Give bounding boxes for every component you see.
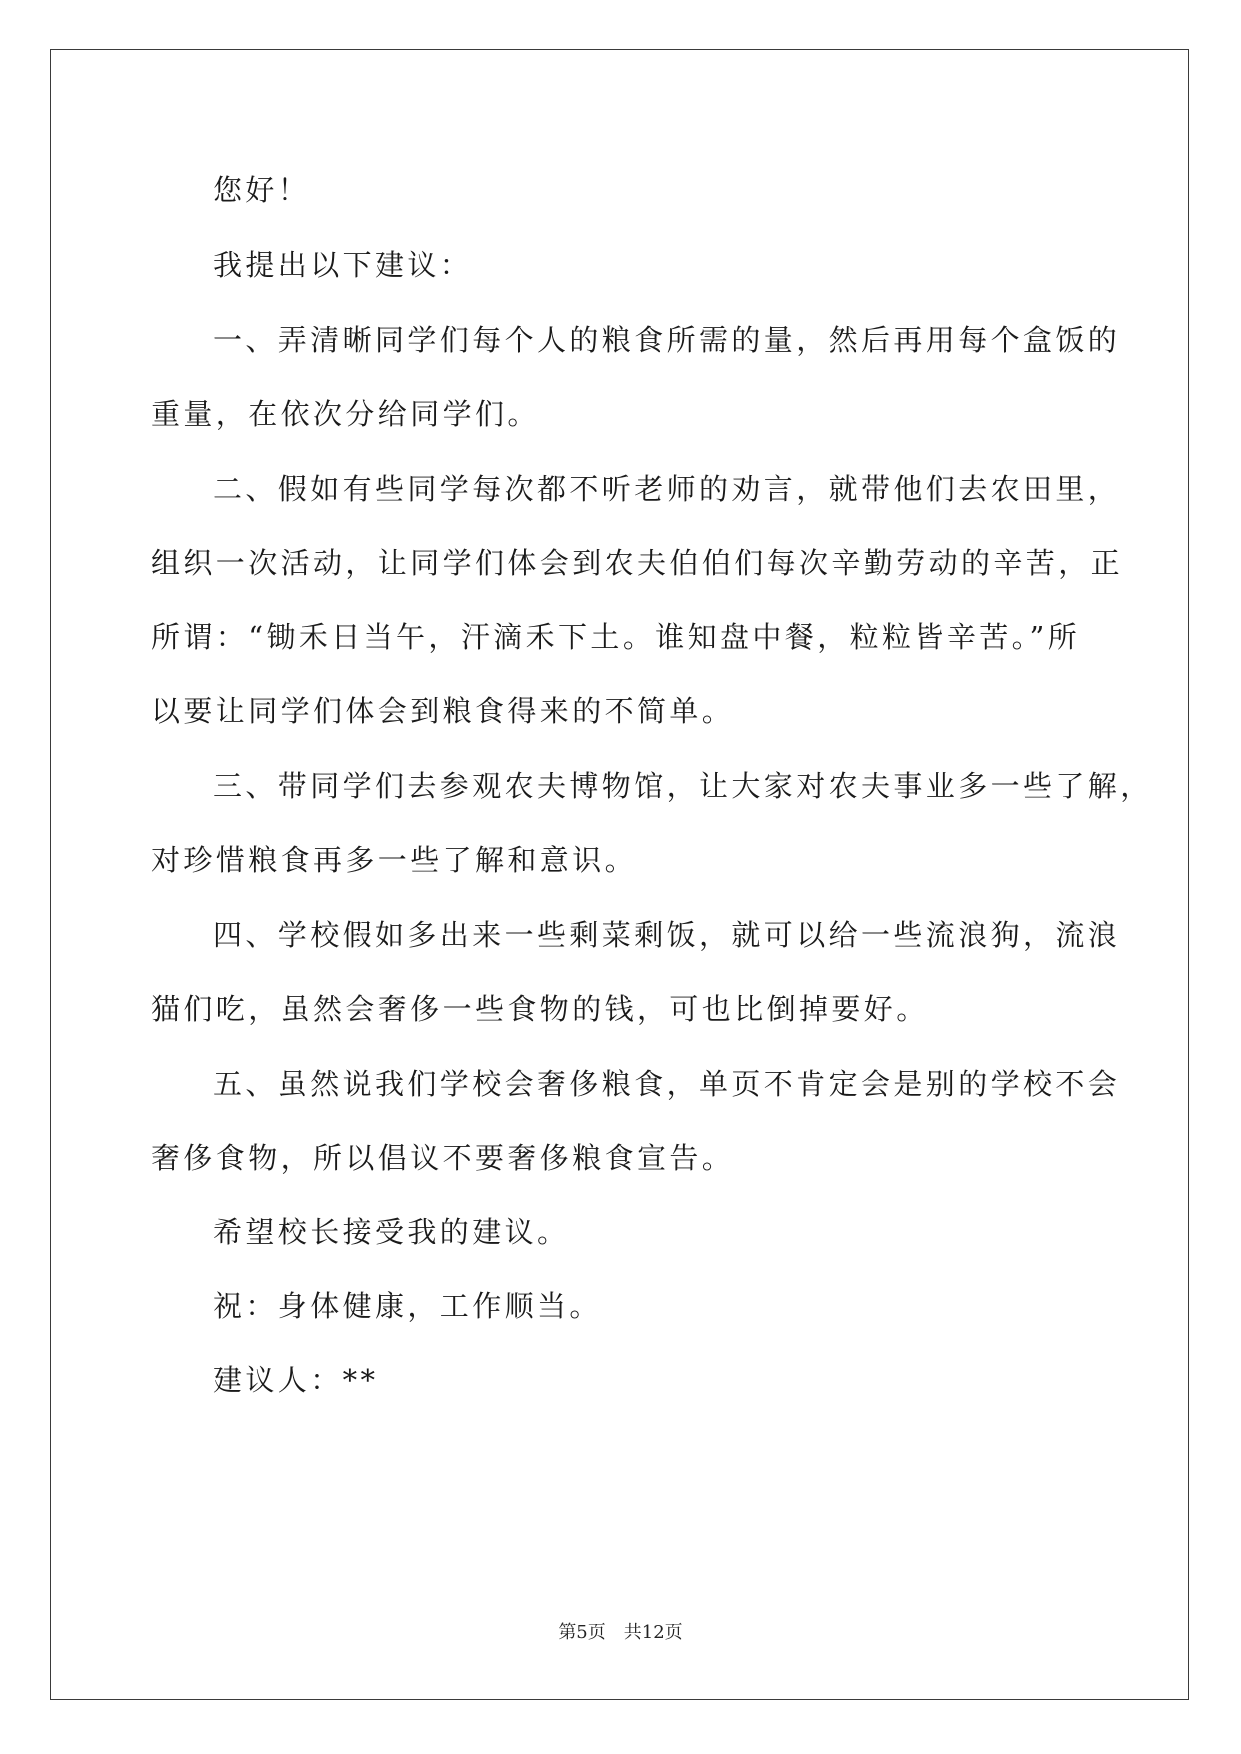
greeting: 您好！ <box>213 173 311 207</box>
paragraph-5-line-1: 五、虽然说我们学校会奢侈粮食，单页不肯定会是别的学校不会 <box>213 1067 1121 1101</box>
paragraph-3-line-1: 三、带同学们去参观农夫博物馆，让大家对农夫事业多一些了解， <box>213 769 1153 803</box>
paragraph-1-line-1: 一、弄清晰同学们每个人的粮食所需的量，然后再用每个盒饭的 <box>213 323 1121 357</box>
paragraph-4-line-1: 四、学校假如多出来一些剩菜剩饭，就可以给一些流浪狗，流浪 <box>213 918 1121 952</box>
closing-wish: 祝：身体健康，工作顺当。 <box>213 1289 602 1323</box>
paragraph-2-line-2: 组织一次活动，让同学们体会到农夫伯伯们每次辛勤劳动的辛苦，正 <box>151 546 1124 580</box>
paragraph-3-line-2: 对珍惜粮食再多一些了解和意识。 <box>151 843 638 877</box>
paragraph-2-line-4: 以要让同学们体会到粮食得来的不简单。 <box>151 694 735 728</box>
closing-hope: 希望校长接受我的建议。 <box>213 1215 570 1249</box>
paragraph-5-line-2: 奢侈食物，所以倡议不要奢侈粮食宣告。 <box>151 1141 735 1175</box>
page-number: 第5页 <box>558 1622 606 1643</box>
paragraph-1-line-2: 重量，在依次分给同学们。 <box>151 397 540 431</box>
paragraph-2-line-1: 二、假如有些同学每次都不听老师的劝言，就带他们去农田里， <box>213 472 1121 506</box>
signature: 建议人：** <box>213 1363 379 1397</box>
paragraph-4-line-2: 猫们吃，虽然会奢侈一些食物的钱，可也比倒掉要好。 <box>151 992 929 1026</box>
intro-line: 我提出以下建议： <box>213 248 473 282</box>
page-footer <box>0 1621 1241 1645</box>
paragraph-2-line-3: 所谓：“锄禾日当午，汗滴禾下土。谁知盘中餐，粒粒皆辛苦。”所 <box>151 620 1081 654</box>
page-total: 共12页 <box>623 1622 683 1643</box>
